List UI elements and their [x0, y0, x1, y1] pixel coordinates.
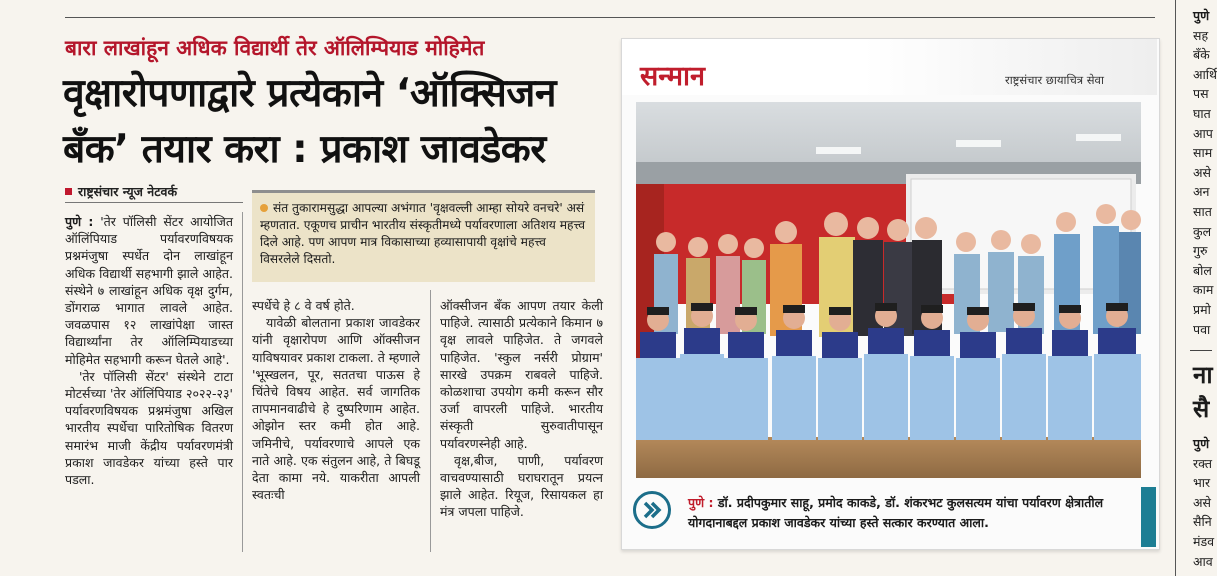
quote-bullet-icon: [260, 204, 268, 212]
byline-rule: [65, 202, 243, 203]
event-photo-illustration: [636, 102, 1141, 478]
right-column-line: आप: [1193, 125, 1213, 141]
right-column-line: अन: [1193, 184, 1210, 200]
right-column-line: भार: [1193, 475, 1211, 491]
column3-paragraph-2: वृक्ष,बीज, पाणी, पर्यावरण वाचवण्यासाठी घराघरातून प्रयत्न झाले आहेत. रियूज, रिसायकल हा मंत्र जपला पाहिजे.: [440, 452, 603, 520]
caption-chevron-icon: [633, 491, 671, 529]
right-column-line: पुणे: [1193, 8, 1210, 23]
caption-accent-bar: [1141, 487, 1156, 547]
right-column-line: असे: [1193, 494, 1212, 510]
right-column-line: कुल: [1193, 223, 1212, 239]
pull-quote-box: [252, 190, 595, 282]
pull-quote-text: संत तुकारामसुद्धा आपल्या अभंगात 'वृक्षवल्ली आम्हा सोयरे वनचरे' असं म्हणतात. एकूणच प्राचीन भारतीय संस्कृतीमध्ये पर्यावरणाला अतिशय महत्त्व दिले आहे. पण आपण मात्र विकासाच्या हव्यासापायी वृक्षांचे महत्त्व विसरलेले दिसतो.: [260, 201, 585, 266]
headline-line-1: वृक्षारोपणाद्वारे प्रत्येकाने ‘ऑक्सिजन: [63, 71, 556, 116]
headline: [63, 66, 608, 178]
event-photo: [636, 102, 1141, 478]
right-column-line: पुणे: [1193, 436, 1210, 451]
caption-dateline: पुणे :: [688, 495, 714, 510]
photo-section-label: सन्मान: [640, 61, 705, 92]
double-chevron-icon: [636, 494, 668, 526]
right-column-line: सात: [1193, 203, 1212, 219]
column1-paragraph-1: [65, 213, 233, 368]
front-row-students: [636, 303, 1141, 440]
article-column-2: [252, 297, 420, 503]
right-column-lines-1: [1193, 6, 1217, 339]
col-sep-1: [242, 212, 243, 552]
photo-credit: राष्ट्रसंचार छायाचित्र सेवा: [1005, 73, 1104, 87]
byline: [65, 183, 177, 200]
right-column-rule: [1190, 350, 1212, 351]
top-rule: [65, 17, 1155, 18]
column-divider-right: [1175, 0, 1176, 576]
right-column-line: घात: [1193, 105, 1211, 121]
byline-text: राष्ट्रसंचार न्यूज नेटवर्क: [78, 184, 178, 199]
byline-bullet-icon: [65, 188, 72, 195]
right-column-line: पवा: [1193, 321, 1211, 337]
right-column-line: असे: [1193, 164, 1212, 180]
right-column-line: पस: [1193, 86, 1209, 102]
right-column-line: मंडव: [1193, 533, 1215, 549]
right-column-line: गुरु: [1193, 243, 1208, 259]
col-sep-2: [430, 290, 431, 552]
right-column-line: साम: [1193, 145, 1213, 161]
column3-paragraph-1: ऑक्सीजन बँक आपण तयार केली पाहिजे. त्यासाठी प्रत्येकाने किमान ७ वृक्ष लावले पाहिजेत. ते जगवले पाहिजेत. 'स्कुल नर्सरी प्रोग्राम' सारखे उपक्रम राबवले पाहिजे. कोळशाचा उपयोग कमी करून सौर उर्जा वापरली पाहिजे. भारतीय संस्कृती सुरुवातीपासून पर्यावरणस्नेही आहे.: [440, 298, 603, 451]
right-column-line: सह: [1193, 27, 1209, 43]
kicker: बारा लाखांहून अधिक विद्यार्थी तेर ऑलिम्पियाड मोहिमेत: [65, 36, 485, 60]
right-column-line: बँके: [1193, 47, 1210, 63]
right-column-line: रक्त: [1193, 455, 1212, 471]
right-column-line: प्रमो: [1193, 301, 1211, 317]
right-heading-line-1: ना: [1193, 361, 1213, 389]
article-column-1: [65, 213, 233, 488]
right-column-line: आर्थि: [1193, 66, 1217, 82]
right-column-line: सैनि: [1193, 514, 1212, 530]
caption-text: डॉ. प्रदीपकुमार साहू, प्रमोद काकडे, डॉ. शंकरभट कुलसत्यम यांचा पर्यावरण क्षेत्रातील योगदानाबद्दल प्रकाश जावडेकर यांच्या हस्ते सत्कार करण्यात आला.: [688, 495, 1104, 530]
column1-paragraph-2: 'तेर पॉलिसी सेंटर' संस्थेने टाटा मोटर्सच्या 'तेर ऑलिंपियाड २०२२-२३' पर्यावरणविषयक प्रश्नमंजुषा अखिल भारतीय स्पर्धेचा पारितोषिक वितरण समारंभ माजी केंद्रीय पर्यावरणमंत्री प्रकाश जावडेकर यांच्या हस्ते पार पडला.: [65, 368, 233, 488]
right-column-heading: [1193, 358, 1213, 426]
column2-paragraph-1: स्पर्धेचे हे ८ वे वर्ष होते.: [252, 298, 355, 313]
article-column-3: [440, 297, 603, 521]
right-column-line: काम: [1193, 282, 1214, 298]
headline-line-2: बँक’ तयार करा : प्रकाश जावडेकर: [63, 127, 546, 172]
dateline: पुणे :: [65, 214, 94, 229]
column2-paragraph-2: यावेळी बोलताना प्रकाश जावडेकर यांनी वृक्षारोपण आणि ऑक्सीजन याविषयावर प्रकाश टाकला. ते म्हणाले 'भूस्खलन, पूर, सततचा पाऊस हे चिंतेचे विषय आहेत. सर्व जागतिक तापमानवाढीचे हे दुष्परिणाम आहेत. ओझोन स्तर कमी होत आहे. जमिनीचे, पर्यावरणाचे आपले एक नाते आहे. एक संतुलन आहे, ते बिघडू देता कामा नये. याकरीता आपली स्वतःची: [252, 315, 420, 503]
right-column-line: आव: [1193, 553, 1213, 569]
photo-caption: [688, 493, 1134, 533]
right-column-lines-2: [1193, 434, 1214, 571]
column1-paragraph-1-text: 'तेर पॉलिसी सेंटर आयोजित ऑलिंपियाड पर्यावरणविषयक प्रश्नमंजुषा स्पर्धेत दोन लाखांहून अधिक विद्यार्थी सहभागी झाले आहेत. संस्थेने ७ लाखांहून अधिक वृक्ष दुर्गम, डोंगराळ भागात लावले आहेत. जवळपास १२ लाखांपेक्षा जास्त विद्यार्थ्यांना तेर ऑलिम्पियाडच्या मोहिमेत सहभागी करून घेतले आहे'.: [65, 214, 233, 367]
right-heading-line-2: सै: [1193, 395, 1210, 423]
right-column-line: बोल: [1193, 262, 1212, 278]
right-column: [1190, 0, 1217, 576]
